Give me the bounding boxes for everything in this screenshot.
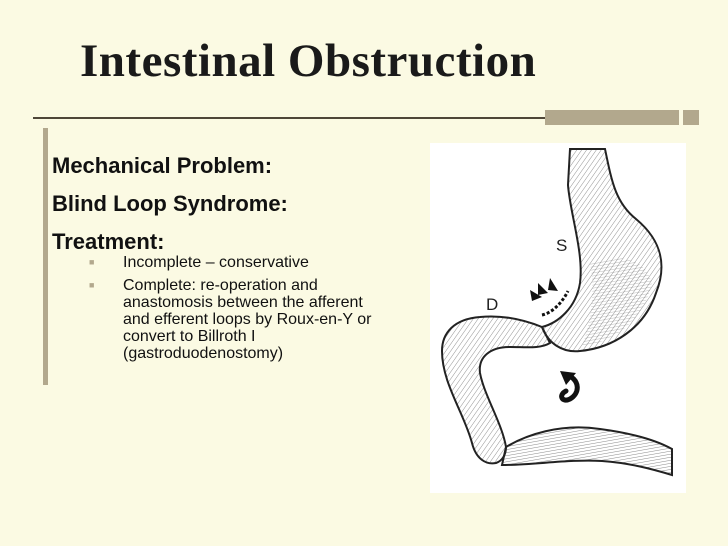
anastomosis-staple-line — [542, 291, 568, 315]
heading-treatment: Treatment: — [52, 229, 165, 254]
left-accent-bar — [43, 128, 48, 385]
label-d: D — [486, 295, 499, 314]
treatment-bullet-list — [86, 254, 376, 368]
stomach-illustration — [430, 143, 686, 493]
label-s: S — [556, 236, 568, 255]
bullet-item — [86, 254, 376, 271]
heading-mechanical-problem: Mechanical Problem: — [52, 153, 273, 178]
heading-blind-loop-syndrome: Blind Loop Syndrome: — [52, 191, 288, 216]
bullet-text-complete: Complete: re-operation and anastomosis between the afferent and efferent loops by Roux-en-Y or convert to Billroth I (gastroduodenostomy) — [123, 277, 372, 362]
divider-accent-block-small — [683, 110, 699, 125]
arrowhead-icon — [538, 283, 548, 295]
square-bullet-icon: ■ — [89, 280, 95, 290]
efferent-loop — [502, 427, 672, 475]
divider-accent-block — [545, 110, 679, 125]
bullet-text-incomplete: Incomplete – conservative — [123, 254, 309, 271]
stomach-drawing — [430, 143, 686, 493]
bullet-item — [86, 277, 376, 362]
title-divider — [33, 117, 545, 119]
heading-list — [52, 147, 288, 261]
square-bullet-icon: ■ — [89, 257, 95, 267]
arrowhead-icon — [548, 278, 558, 291]
slide-title: Intestinal Obstruction — [80, 35, 537, 87]
